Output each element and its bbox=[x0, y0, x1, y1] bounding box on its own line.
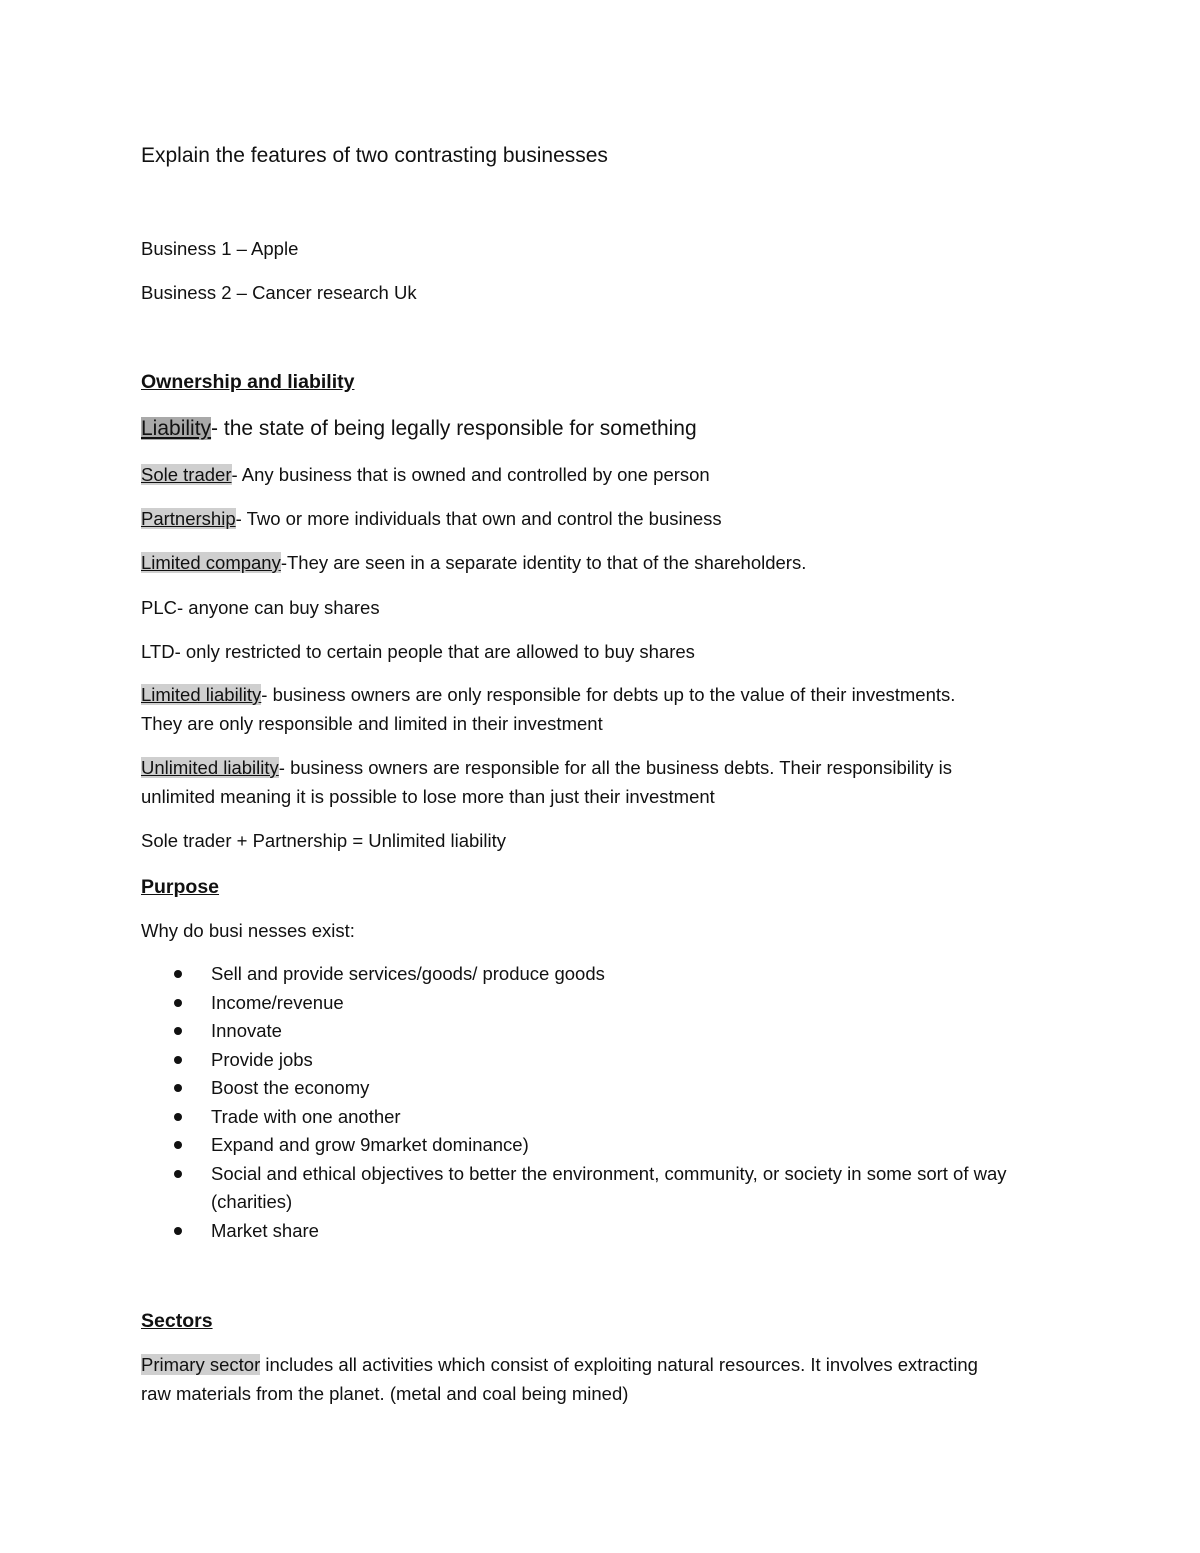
limited-liability-def: - business owners are only responsible for debts up to the value of their investments. bbox=[261, 684, 956, 705]
list-item bbox=[141, 1017, 1041, 1046]
unlimited-liability-def: - business owners are responsible for all the business debts. Their responsibility is bbox=[278, 757, 952, 778]
list-item bbox=[141, 1046, 1041, 1075]
plc-line: PLC- anyone can buy shares bbox=[141, 597, 380, 618]
purpose-list bbox=[141, 960, 1041, 1245]
bullet-icon bbox=[174, 1113, 182, 1121]
unlimited-liability-continued: unlimited meaning it is possible to lose more than just their investment bbox=[141, 786, 715, 807]
sole-trader-definition bbox=[141, 461, 710, 489]
limited-company-definition bbox=[141, 549, 806, 577]
sole-trader-def: - Any business that is owned and controlled by one person bbox=[231, 464, 710, 485]
ownership-heading: Ownership and liability bbox=[141, 371, 355, 393]
primary-sector-def: includes all activities which consist of exploiting natural resources. It involves extracting bbox=[260, 1354, 978, 1375]
primary-sector-term: Primary sector bbox=[141, 1354, 261, 1375]
primary-sector-continued: raw materials from the planet. (metal and coal being mined) bbox=[141, 1383, 629, 1404]
bullet-icon bbox=[174, 1027, 182, 1035]
limited-company-def: -They are seen in a separate identity to that of the shareholders. bbox=[280, 552, 807, 573]
business-1: Business 1 – Apple bbox=[141, 238, 299, 259]
bullet-icon bbox=[174, 970, 182, 978]
bullet-icon bbox=[174, 1056, 182, 1064]
list-item bbox=[141, 989, 1041, 1018]
liability-summary: Sole trader + Partnership = Unlimited liability bbox=[141, 830, 507, 851]
list-item-text: Trade with one another bbox=[211, 1105, 401, 1127]
liability-definition bbox=[141, 415, 697, 443]
primary-sector-definition bbox=[141, 1351, 978, 1379]
list-item-text: Social and ethical objectives to better the environment, community, or society in some sort of way (charities) bbox=[211, 1162, 1007, 1212]
document-title: Explain the features of two contrasting businesses bbox=[141, 144, 608, 167]
list-item bbox=[141, 1160, 1041, 1217]
partnership-definition bbox=[141, 505, 722, 533]
limited-liability-continued: They are only responsible and limited in their investment bbox=[141, 713, 603, 734]
list-item-text: Income/revenue bbox=[211, 991, 344, 1013]
list-item-text: Expand and grow 9market dominance) bbox=[211, 1134, 529, 1155]
partnership-term: Partnership bbox=[141, 508, 236, 529]
bullet-icon bbox=[174, 1227, 182, 1235]
unlimited-liability-definition bbox=[141, 754, 952, 782]
bullet-icon bbox=[174, 1141, 182, 1149]
list-item-text: Boost the economy bbox=[211, 1077, 370, 1098]
list-item bbox=[141, 1103, 1041, 1132]
list-item bbox=[141, 1074, 1041, 1103]
purpose-question: Why do busi nesses exist: bbox=[141, 920, 355, 941]
bullet-icon bbox=[174, 1170, 182, 1178]
list-item bbox=[141, 1131, 1041, 1160]
purpose-heading: Purpose bbox=[141, 876, 220, 898]
list-item-text: Market share bbox=[211, 1219, 319, 1241]
unlimited-liability-term: Unlimited liability bbox=[141, 757, 279, 778]
list-item-text: Provide jobs bbox=[211, 1048, 313, 1070]
list-item-text: Sell and provide services/goods/ produce goods bbox=[211, 963, 605, 984]
business-2: Business 2 – Cancer research Uk bbox=[141, 282, 417, 303]
partnership-def: - Two or more individuals that own and control the business bbox=[235, 508, 722, 529]
sole-trader-term: Sole trader bbox=[141, 464, 232, 485]
liability-def: - the state of being legally responsible for something bbox=[211, 417, 697, 440]
liability-term: Liability bbox=[141, 417, 212, 440]
sectors-heading: Sectors bbox=[141, 1310, 213, 1332]
list-item bbox=[141, 1217, 1041, 1246]
ltd-line: LTD- only restricted to certain people that are allowed to buy shares bbox=[141, 641, 695, 662]
limited-liability-definition bbox=[141, 681, 955, 709]
bullet-icon bbox=[174, 1084, 182, 1092]
list-item-text: Innovate bbox=[211, 1020, 282, 1041]
limited-liability-term: Limited liability bbox=[141, 684, 262, 705]
limited-company-term: Limited company bbox=[141, 552, 281, 573]
list-item bbox=[141, 960, 1041, 989]
bullet-icon bbox=[174, 999, 182, 1007]
